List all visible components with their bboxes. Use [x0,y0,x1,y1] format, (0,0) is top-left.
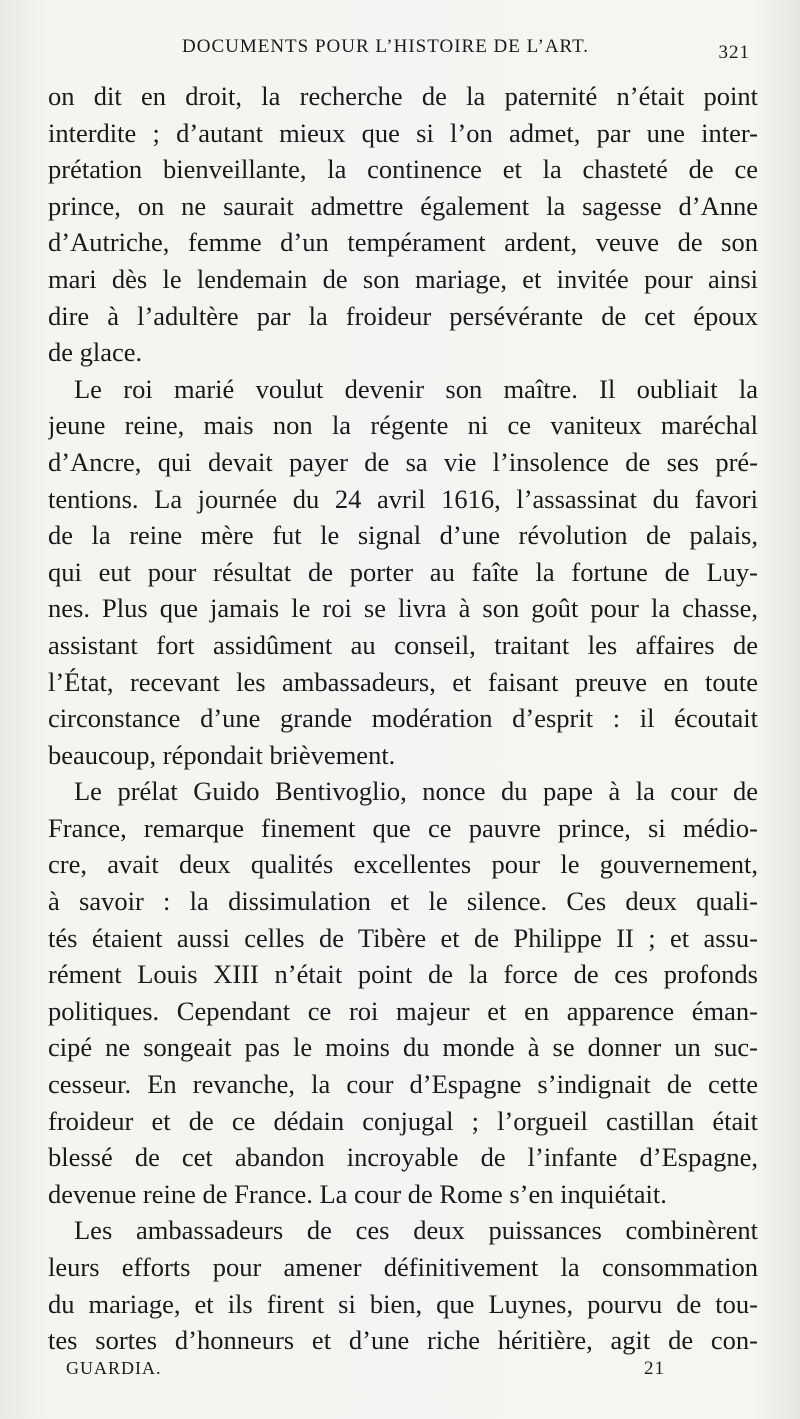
page-number: 321 [718,42,750,63]
text-line: froideur et de ce dédain conjugal ; l’orgueil castillan était [48,1105,758,1136]
text-line: rément Louis XIII n’était point de la force de ces profonds [48,959,758,990]
text-line: dire à l’adultère par la froideur persévérante de cet époux [48,300,758,331]
text-line: Les ambassadeurs de ces deux puissances combinèrent [74,1215,758,1246]
text-line: on dit en droit, la recherche de la paternité n’était point [48,81,758,111]
text-line: Le prélat Guido Bentivoglio, nonce du pape à la cour de [74,776,758,807]
text-line: prétation bienveillante, la continence et la chasteté de ce [48,154,758,185]
text-line: l’État, recevant les ambassadeurs, et faisant preuve en toute [48,666,758,697]
running-head-title: DOCUMENTS POUR L’HISTOIRE DE L’ART. [182,36,590,57]
body-text [48,78,758,1359]
text-line: tes sortes d’honneurs et d’une riche héritière, agit de con- [48,1325,758,1356]
text-line: qui eut pour résultat de porter au faîte la fortune de Luy- [48,556,758,587]
text-line: prince, on ne saurait admettre également la sagesse d’Anne [48,190,758,221]
text-line: France, remarque finement que ce pauvre prince, si médio- [48,812,758,843]
text-line: leurs efforts pour amener définitivement la consommation [48,1252,758,1282]
text-line: cre, avait deux qualités excellentes pour le gouvernement, [48,849,758,880]
text-line: d’Ancre, qui devait payer de sa vie l’insolence de ses pré- [48,446,758,477]
text-line: cesseur. En revanche, la cour d’Espagne s’indignait de cette [48,1069,758,1100]
text-line: politiques. Cependant ce roi majeur et en apparence éman- [48,995,758,1026]
text-line: blessé de cet abandon incroyable de l’infante d’Espagne, [48,1142,758,1173]
running-head [170,36,750,66]
text-line: beaucoup, répondait brièvement. [48,739,396,770]
text-line: à savoir : la dissimulation et le silence. Ces deux quali- [48,886,758,917]
text-line: mari dès le lendemain de son mariage, et invitée pour ainsi [48,263,758,294]
text-line: de la reine mère fut le signal d’une révolution de palais, [48,520,758,551]
text-line: nes. Plus que jamais le roi se livra à son goût pour la chasse, [48,593,758,624]
text-line: devenue reine de France. La cour de Rome s’en inquiétait. [48,1178,667,1209]
text-line: cipé ne songeait pas le moins du monde à se donner un suc- [48,1032,758,1063]
text-line: du mariage, et ils firent si bien, que Luynes, pourvu de tou- [48,1288,758,1319]
text-line: tentions. La journée du 24 avril 1616, l’assassinat du favori [48,483,758,514]
signature-mark: GUARDIA. [66,1358,162,1378]
text-line: circonstance d’une grande modération d’esprit : il écoutait [48,703,758,734]
text-line: de glace. [48,337,143,368]
text-line: tés étaient aussi celles de Tibère et de Philippe II ; et assu- [48,922,758,953]
text-line: assistant fort assidûment au conseil, traitant les affaires de [48,629,758,660]
page-footer [66,1358,686,1388]
text-line: jeune reine, mais non la régente ni ce vaniteux maréchal [48,410,758,441]
text-line: interdite ; d’autant mieux que si l’on admet, par une inter- [48,117,758,148]
text-line: Le roi marié voulut devenir son maître. Il oubliait la [74,373,758,404]
sheet-number: 21 [644,1358,665,1379]
text-line: d’Autriche, femme d’un tempérament ardent, veuve de son [48,227,758,258]
